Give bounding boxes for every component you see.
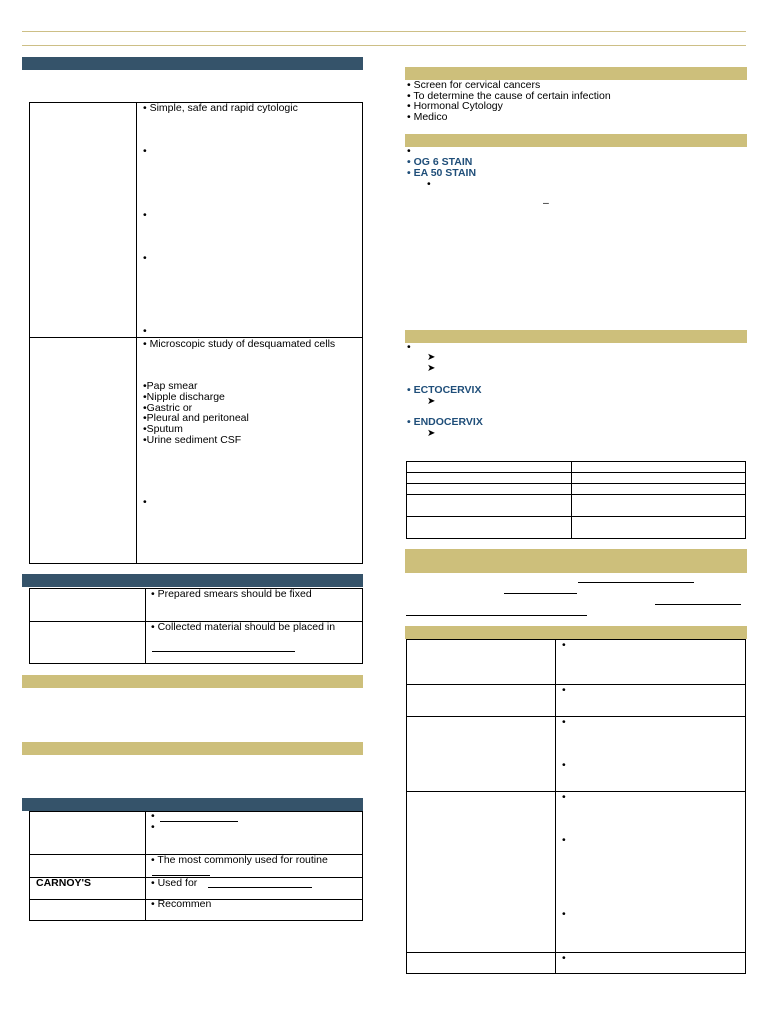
table-1-row2-list-item: •Gastric or xyxy=(143,402,193,414)
table-2-row1: • Prepared smears should be fixed xyxy=(151,588,312,600)
section-bar-1 xyxy=(22,57,363,70)
table-4-bullet: • xyxy=(562,908,566,920)
table-4-row-divider xyxy=(406,952,746,953)
uses-item: • Medico xyxy=(407,111,448,123)
table-1-row2-list-item: •Urine sediment CSF xyxy=(143,434,242,446)
table-4-bullet: • xyxy=(562,834,566,846)
table-1-row2-first: • Microscopic study of desquamated cells xyxy=(143,338,336,350)
stains-bullet: • xyxy=(407,145,411,157)
table-1-row1-item: • xyxy=(143,145,147,157)
table-1-row2-list-item: •Pleural and peritoneal xyxy=(143,412,249,424)
small-table-row-divider xyxy=(406,472,746,473)
uses-item: • Hormonal Cytology xyxy=(407,100,503,112)
table-1-row1-item: • xyxy=(143,325,147,337)
section-bar-stains xyxy=(405,134,747,147)
table-4-bullet: • xyxy=(562,716,566,728)
header-rule-bottom xyxy=(22,45,746,46)
uses-item: • Screen for cervical cancers xyxy=(407,79,541,91)
table-1-divider xyxy=(136,102,137,564)
table-2-blank-line xyxy=(152,651,295,652)
table-4-row-divider xyxy=(406,716,746,717)
table-4-row-divider xyxy=(406,791,746,792)
table-1-row2-list-item: •Pap smear xyxy=(143,380,198,392)
stains-dash: – xyxy=(543,197,549,209)
section-bar-4 xyxy=(22,742,363,755)
table-4-bullet: • xyxy=(562,759,566,771)
section-bar-2 xyxy=(22,574,363,587)
table-3-row3-label: CARNOY'S xyxy=(36,877,92,889)
table-1 xyxy=(29,102,363,564)
table-2-row2: • Collected material should be placed in xyxy=(151,621,336,633)
table-3-blank-line xyxy=(208,887,312,888)
table-3-blank-line xyxy=(160,821,238,822)
section-bar-tall xyxy=(405,549,747,573)
header-rule-top xyxy=(22,31,746,32)
table-3-blank-line xyxy=(152,875,210,876)
stain-ea50: • EA 50 STAIN xyxy=(407,167,477,179)
table-1-row2-list-item: •Sputum xyxy=(143,423,183,435)
table-3-row2: • The most commonly used for routine xyxy=(151,854,328,866)
table-4-divider xyxy=(555,639,556,974)
table-4-bullet: • xyxy=(562,791,566,803)
table-3-row4: • Recommen xyxy=(151,898,212,910)
arrow-bullet-icon: ➤ xyxy=(427,363,436,374)
stain-og6: • OG 6 STAIN xyxy=(407,156,473,168)
table-1-row1-item: • Simple, safe and rapid cytologic xyxy=(143,102,298,114)
table-3-row1-item: • xyxy=(151,810,155,822)
small-table-row-divider xyxy=(406,494,746,495)
cervix-ecto: • ECTOCERVIX xyxy=(407,384,482,396)
table-3-row3: • Used for xyxy=(151,877,198,889)
arrow-bullet-icon: ➤ xyxy=(427,396,436,407)
table-4 xyxy=(406,639,746,974)
table-4-bullet: • xyxy=(562,952,566,964)
table-3-divider xyxy=(145,811,146,921)
table-4-row-divider xyxy=(406,684,746,685)
small-table-row-divider xyxy=(406,516,746,517)
cervix-bullet: • xyxy=(407,341,411,353)
blank-line xyxy=(406,615,587,616)
section-bar-5 xyxy=(22,798,363,811)
table-1-row2-list-item: •Nipple discharge xyxy=(143,391,225,403)
uses-item: • To determine the cause of certain infection xyxy=(407,90,611,102)
section-bar-cervix xyxy=(405,330,747,343)
table-1-row1-item: • xyxy=(143,209,147,221)
cervix-endo: • ENDOCERVIX xyxy=(407,416,483,428)
table-1-row2-last: • xyxy=(143,496,147,508)
table-4-bullet: • xyxy=(562,684,566,696)
arrow-bullet-icon: ➤ xyxy=(427,428,436,439)
small-table-row-divider xyxy=(406,483,746,484)
blank-line xyxy=(504,593,577,594)
section-bar-table4 xyxy=(405,626,747,639)
section-bar-3 xyxy=(22,675,363,688)
arrow-bullet-icon: ➤ xyxy=(427,352,436,363)
table-2-divider xyxy=(145,588,146,664)
blank-line xyxy=(655,604,741,605)
table-1-row1-item: • xyxy=(143,252,147,264)
stains-sub-bullet: • xyxy=(427,178,431,190)
table-3-row1-item: • xyxy=(151,821,155,833)
blank-line xyxy=(578,582,694,583)
table-4-bullet: • xyxy=(562,639,566,651)
